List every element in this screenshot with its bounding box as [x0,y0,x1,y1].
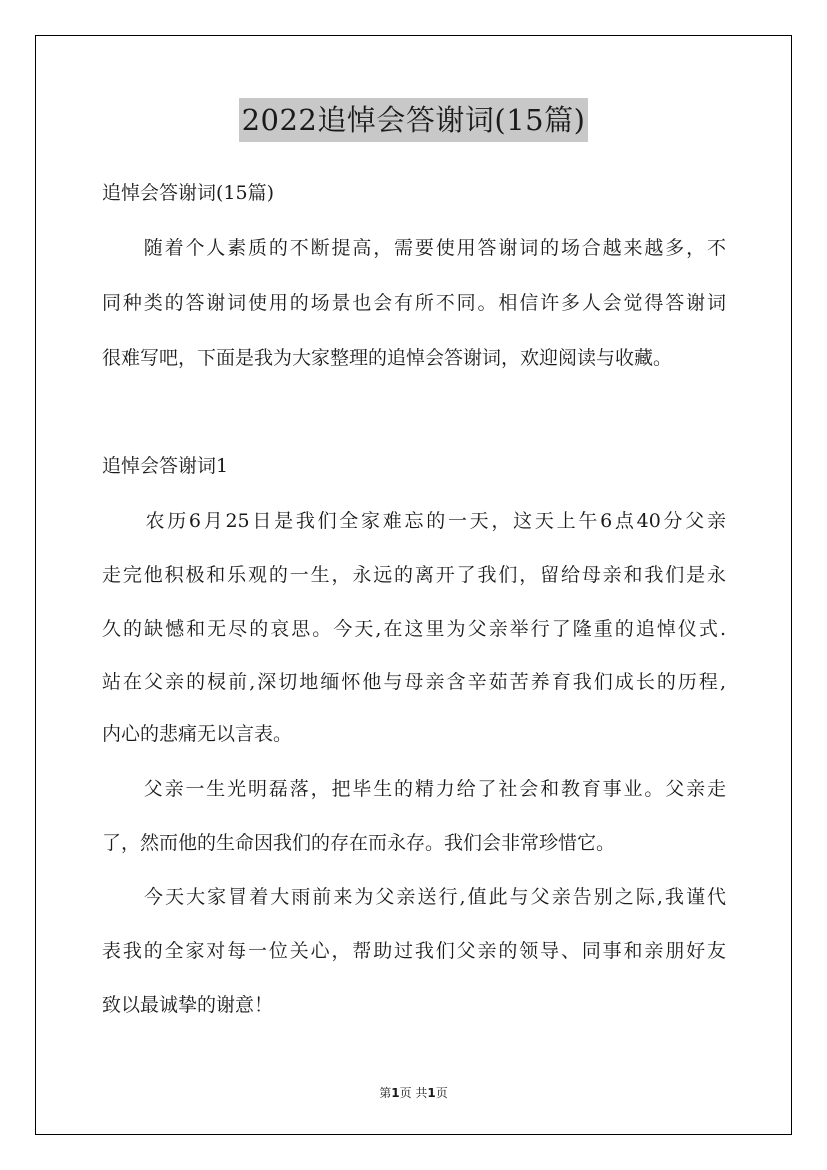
body-line-5: 内心的悲痛无以言表。 [102,723,293,745]
intro-line-2: 同种类的答谢词使用的场景也会有所不同。相信许多人会觉得答谢词 [102,292,726,314]
title-container [0,98,827,142]
footer-total-pages: 1 [427,1086,436,1100]
footer-page-prefix: 第 [379,1086,392,1100]
body-line-1: 农历6月25日是我们全家难忘的一天，这天上午6点40分父亲 [102,510,726,532]
body-line-2: 走完他积极和乐观的一生，永远的离开了我们，留给母亲和我们是永 [102,564,726,586]
body-line-6: 父亲一生光明磊落，把毕生的精力给了社会和教育事业。父亲走 [102,778,726,800]
document-subtitle: 追悼会答谢词(15篇) [102,182,275,204]
footer-page-mid: 页 共 [399,1086,428,1100]
body-line-7: 了，然而他的生命因我们的存在而永存。我们会非常珍惜它。 [102,832,616,854]
body-line-8: 今天大家冒着大雨前来为父亲送行,值此与父亲告别之际,我谨代 [102,886,726,908]
section-heading: 追悼会答谢词1 [102,455,229,477]
body-line-3: 久的缺憾和无尽的哀思。今天,在这里为父亲举行了隆重的追悼仪式. [102,618,726,640]
footer-page-number: 1 [391,1086,400,1100]
intro-line-3: 很难写吧，下面是我为大家整理的追悼会答谢词，欢迎阅读与收藏。 [102,347,673,369]
document-title: 2022追悼会答谢词(15篇) [239,98,589,142]
body-line-10: 致以最诚挚的谢意！ [102,994,274,1016]
intro-line-1: 随着个人素质的不断提高，需要使用答谢词的场合越来越多，不 [102,237,726,259]
footer-page-suffix: 页 [435,1086,448,1100]
body-line-4: 站在父亲的棂前,深切地缅怀他与母亲含辛茹苦养育我们成长的历程, [102,671,726,693]
body-line-9: 表我的全家对每一位关心，帮助过我们父亲的领导、同事和亲朋好友 [102,940,726,962]
page-footer [0,1084,827,1101]
